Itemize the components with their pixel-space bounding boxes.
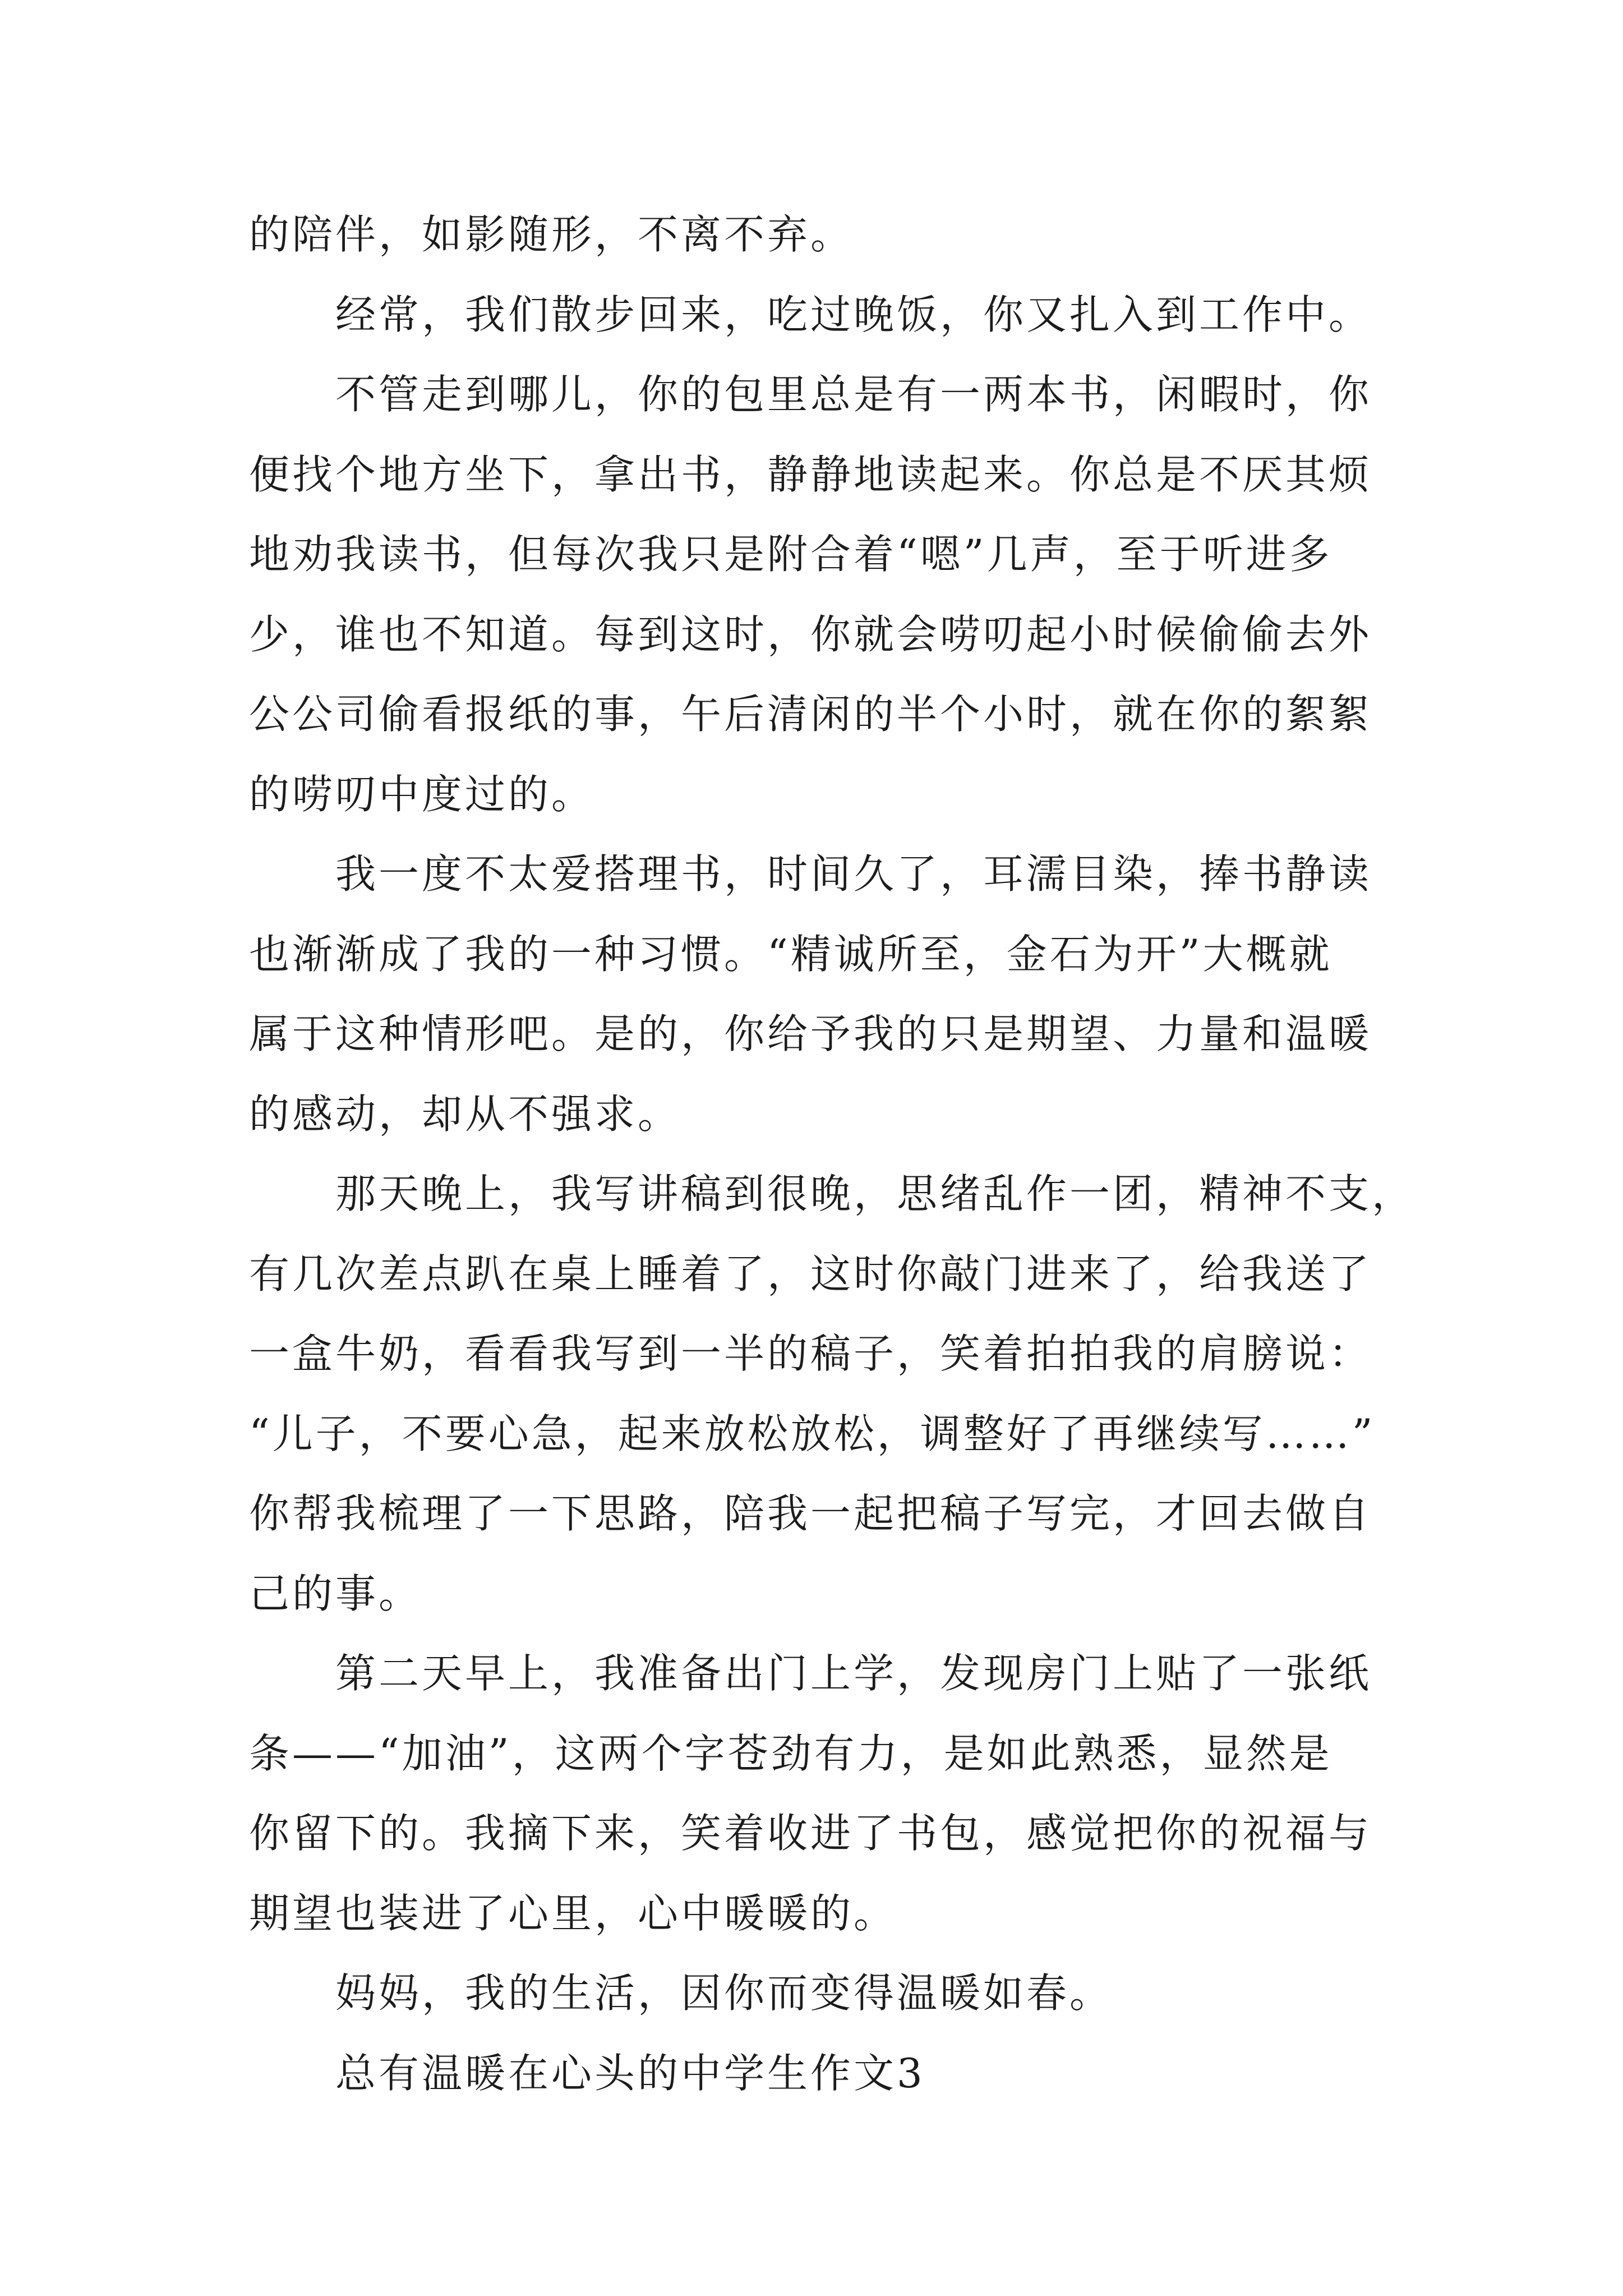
paragraph bbox=[249, 1154, 1427, 1634]
paragraph bbox=[249, 834, 1427, 1154]
text-line: 你留下的。我摘下来，笑着收进了书包，感觉把你的祝福与 bbox=[249, 1810, 1372, 1857]
paragraph bbox=[249, 1953, 1427, 2033]
text-line: 妈妈，我的生活，因你而变得温暖如春。 bbox=[335, 1970, 1113, 2017]
text-line: 的唠叨中度过的。 bbox=[249, 770, 595, 818]
text-line: 条——“加油”，这两个字苍劲有力，是如此熟悉，显然是 bbox=[249, 1729, 1332, 1777]
text-line: 的陪伴，如影随形，不离不弃。 bbox=[249, 211, 854, 258]
text-line: 属于这种情形吧。是的，你给予我的只是期望、力量和温暖 bbox=[249, 1010, 1372, 1057]
text-line: 第二天早上，我准备出门上学，发现房门上贴了一张纸 bbox=[335, 1650, 1372, 1697]
text-line: 也渐渐成了我的一种习惯。“精诚所至，金石为开”大概就 bbox=[249, 930, 1332, 978]
document-body bbox=[249, 195, 1427, 2113]
text-line: 一盒牛奶，看看我写到一半的稿子，笑着拍拍我的肩膀说： bbox=[249, 1330, 1372, 1377]
paragraph-continuation bbox=[249, 195, 1427, 275]
heading-line: 总有温暖在心头的中学生作文3 bbox=[335, 2049, 925, 2097]
text-line: 不管走到哪儿，你的包里总是有一两本书，闲暇时，你 bbox=[335, 371, 1372, 418]
text-line: 有几次差点趴在桌上睡着了，这时你敲门进来了，给我送了 bbox=[249, 1250, 1372, 1297]
paragraph bbox=[249, 275, 1427, 355]
text-line: 那天晚上，我写讲稿到很晚，思绪乱作一团，精神不支， bbox=[335, 1170, 1415, 1217]
text-line: 便找个地方坐下，拿出书，静静地读起来。你总是不厌其烦 bbox=[249, 450, 1372, 498]
text-line: 我一度不太爱搭理书，时间久了，耳濡目染，捧书静读 bbox=[335, 850, 1372, 898]
paragraph bbox=[249, 355, 1427, 834]
section-heading bbox=[249, 2033, 1427, 2114]
text-line: 的感动，却从不强求。 bbox=[249, 1090, 681, 1138]
text-line: 地劝我读书，但每次我只是附合着“嗯”几声，至于听进多 bbox=[249, 531, 1332, 578]
text-line: 己的事。 bbox=[249, 1570, 422, 1617]
text-line: 期望也装进了心里，心中暖暖的。 bbox=[249, 1889, 897, 1937]
text-line: 你帮我梳理了一下思路，陪我一起把稿子写完，才回去做自 bbox=[249, 1490, 1372, 1537]
text-line: 经常，我们散步回来，吃过晚饭，你又扎入到工作中。 bbox=[335, 291, 1372, 338]
paragraph bbox=[249, 1634, 1427, 1953]
text-line: 少，谁也不知道。每到这时，你就会唠叨起小时候偷偷去外 bbox=[249, 610, 1372, 658]
text-line: “儿子，不要心急，起来放松放松，调整好了再继续写……” bbox=[249, 1410, 1376, 1457]
text-line: 公公司偷看报纸的事，午后清闲的半个小时，就在你的絮絮 bbox=[249, 691, 1372, 738]
